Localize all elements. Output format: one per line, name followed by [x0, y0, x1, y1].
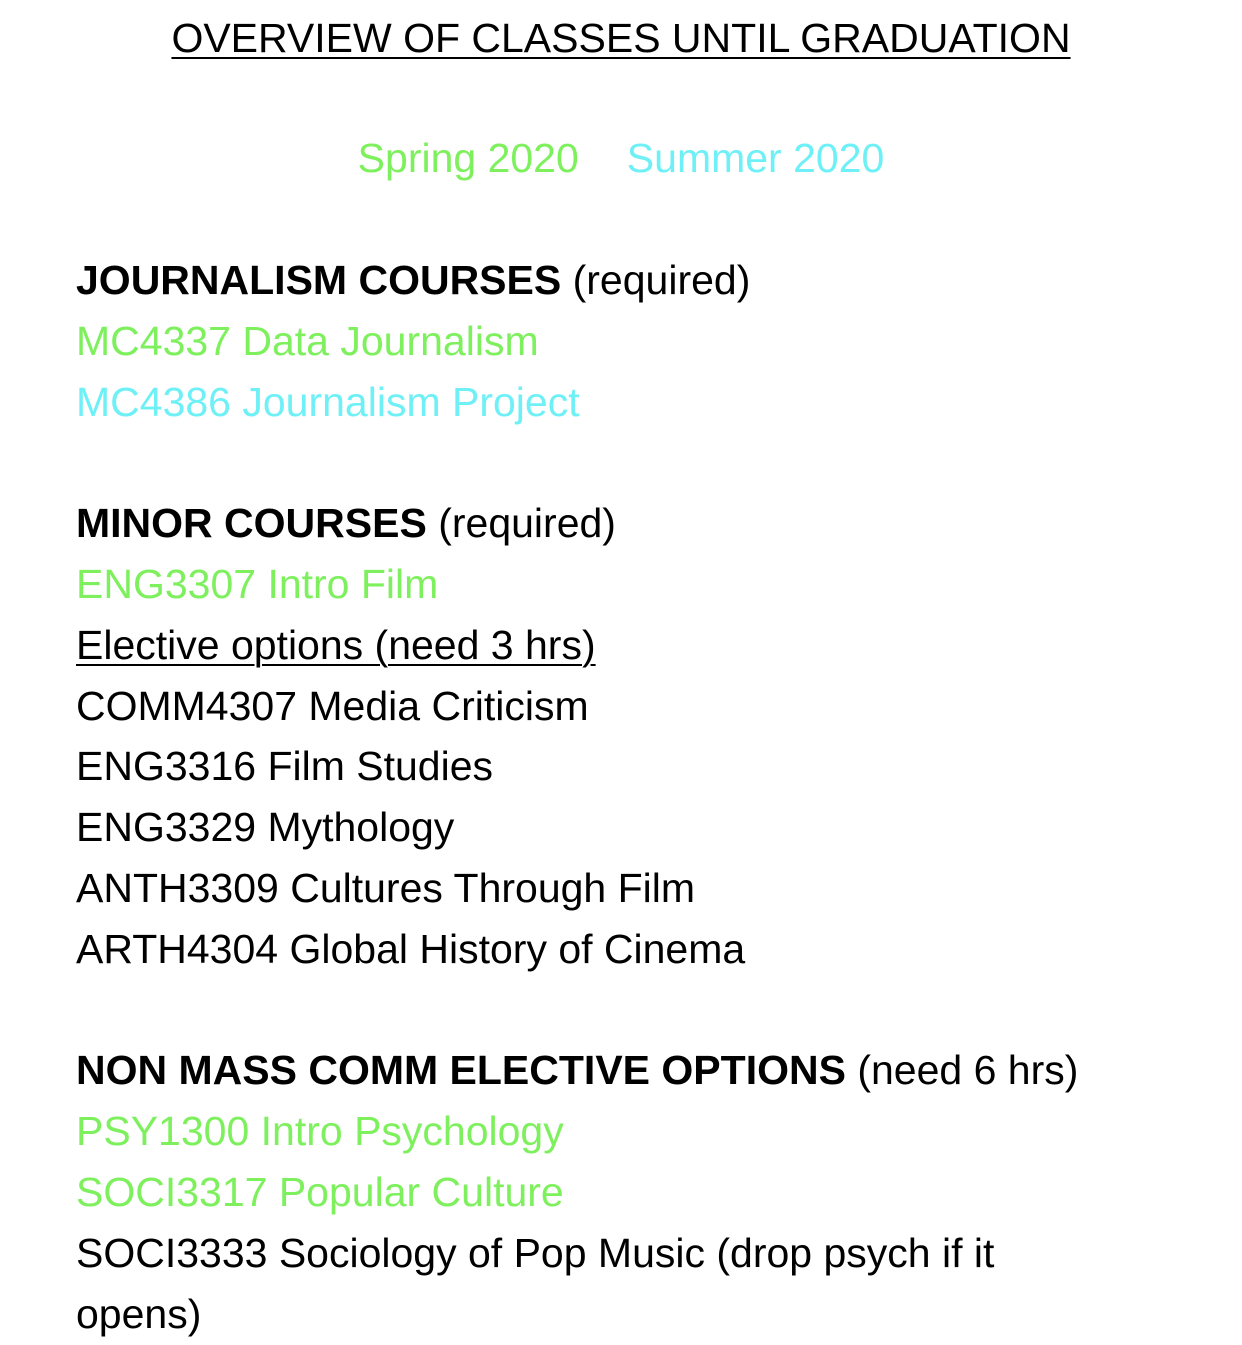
course-item: SOCI3333 Sociology of Pop Music (drop psych if it opens)	[76, 1229, 995, 1337]
minor-heading-note: (required)	[438, 500, 616, 547]
legend-summer: Summer 2020	[626, 135, 885, 181]
nonmass-heading-title: NON MASS COMM ELECTIVE OPTIONS	[76, 1047, 846, 1094]
journalism-heading	[76, 250, 1196, 311]
course-item: MC4386 Journalism Project	[76, 378, 580, 425]
course-list	[76, 250, 1196, 1344]
course-item: SOCI3317 Popular Culture	[76, 1168, 564, 1215]
minor-heading	[76, 493, 1196, 554]
elective-item: ENG3329 Mythology	[76, 804, 455, 851]
document-title: OVERVIEW OF CLASSES UNTIL GRADUATION	[171, 15, 1071, 61]
course-item: ENG3307 Intro Film	[76, 560, 439, 607]
course-item: MC4337 Data Journalism	[76, 317, 539, 364]
elective-item: ARTH4304 Global History of Cinema	[76, 925, 746, 972]
journalism-heading-note: (required)	[572, 257, 751, 303]
nonmass-heading-note: (need 6 hrs)	[857, 1047, 1079, 1094]
course-item: PSY1300 Intro Psychology	[76, 1108, 564, 1155]
elective-item: COMM4307 Media Criticism	[76, 682, 589, 729]
elective-options-heading: Elective options (need 3 hrs)	[76, 621, 596, 668]
minor-heading-title: MINOR COURSES	[76, 500, 427, 547]
elective-item: ANTH3309 Cultures Through Film	[76, 864, 696, 911]
nonmass-heading	[76, 1040, 1196, 1101]
elective-item: ENG3316 Film Studies	[76, 743, 494, 790]
journalism-heading-title: JOURNALISM COURSES	[76, 257, 562, 303]
legend-spring: Spring 2020	[357, 135, 579, 181]
term-legend	[0, 132, 1242, 184]
